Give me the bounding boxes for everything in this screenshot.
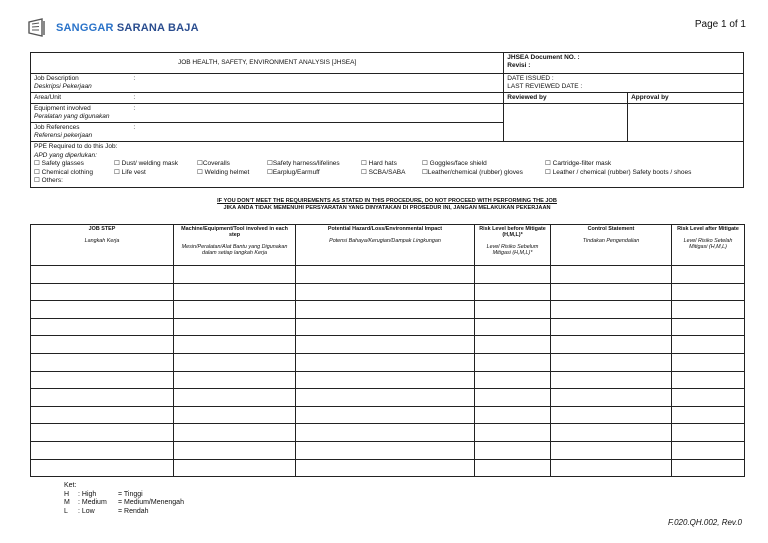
table-cell[interactable]	[296, 441, 475, 459]
table-row	[31, 353, 745, 371]
ppe-earplug-checkbox[interactable]: ☐Earplug/Earmuff	[267, 168, 320, 176]
ppe-coveralls-checkbox[interactable]: ☐Coveralls	[197, 160, 230, 167]
legend-row-low: L : Low = Rendah	[64, 507, 149, 515]
table-row	[31, 406, 745, 424]
table-cell[interactable]	[672, 318, 745, 336]
table-cell[interactable]	[174, 459, 296, 477]
col-hazard: Potential Hazard/Loss/Environmental Impact Potensi Bahaya/Kerugian/Dampak Lingkungan	[296, 225, 475, 266]
ppe-others-checkbox[interactable]: ☐ Others:	[34, 177, 63, 184]
reviewed-by-label: Reviewed by	[504, 93, 628, 104]
table-cell[interactable]	[551, 301, 672, 319]
table-cell[interactable]	[672, 371, 745, 389]
ppe-row-1	[34, 160, 740, 169]
table-cell[interactable]	[551, 318, 672, 336]
job-desc-label-cell	[31, 74, 131, 93]
table-cell[interactable]	[551, 353, 672, 371]
page-number: Page 1 of 1	[694, 19, 746, 30]
table-row	[31, 283, 745, 301]
table-row	[31, 424, 745, 442]
legend-title: Ket:	[64, 482, 77, 489]
table-cell[interactable]	[31, 389, 174, 407]
ppe-cell	[31, 142, 744, 188]
job-desc-value[interactable]: :	[130, 74, 503, 93]
table-row	[31, 301, 745, 319]
equipment-value[interactable]: :	[130, 104, 503, 123]
table-cell[interactable]	[174, 301, 296, 319]
table-cell[interactable]	[672, 406, 745, 424]
ppe-cartridge-mask-checkbox[interactable]: ☐ Cartridge-filter mask	[545, 160, 612, 167]
area-label: Area/Unit	[31, 93, 131, 104]
table-cell[interactable]	[551, 424, 672, 442]
table-cell[interactable]	[551, 406, 672, 424]
ppe-row-2	[34, 169, 740, 178]
legend-row-high: H : High = Tinggi	[64, 490, 143, 498]
equipment-label: Equipment involved	[34, 105, 91, 112]
table-cell[interactable]	[174, 318, 296, 336]
table-row	[31, 371, 745, 389]
table-cell[interactable]	[31, 283, 174, 301]
date-cell	[504, 74, 744, 93]
table-cell[interactable]	[31, 406, 174, 424]
col-job-step: JOB STEP Langkah Kerja	[31, 225, 174, 266]
table-cell[interactable]	[31, 353, 174, 371]
ppe-scba-checkbox[interactable]: ☐ SCBA/SABA	[361, 168, 406, 176]
table-cell[interactable]	[475, 353, 551, 371]
reviewed-by-signature[interactable]	[504, 104, 628, 142]
table-cell[interactable]	[296, 336, 475, 354]
table-cell[interactable]	[672, 424, 745, 442]
table-cell[interactable]	[31, 459, 174, 477]
ppe-goggles-checkbox[interactable]: ☐ Goggles/face shield	[422, 160, 487, 167]
table-cell[interactable]	[672, 389, 745, 407]
table-cell[interactable]	[551, 266, 672, 284]
table-cell[interactable]	[296, 353, 475, 371]
form-title: JOB HEALTH, SAFETY, ENVIRONMENT ANALYSIS [JHSEA]	[31, 53, 504, 74]
table-cell[interactable]	[551, 283, 672, 301]
warning-en: IF YOU DON'T MEET THE REQUIREMENTS AS STATED IN THIS PROCEDURE, DO NOT PROCEED WITH PERFORMING THE JOB	[217, 198, 557, 204]
table-cell[interactable]	[174, 353, 296, 371]
table-cell[interactable]	[551, 336, 672, 354]
table-cell[interactable]	[296, 424, 475, 442]
ppe-boots-checkbox[interactable]: ☐ Leather / chemical (rubber) Safety boots / shoes	[545, 168, 692, 176]
table-cell[interactable]	[174, 266, 296, 284]
table-cell[interactable]	[31, 424, 174, 442]
table-cell[interactable]	[296, 266, 475, 284]
table-cell[interactable]	[475, 406, 551, 424]
job-refs-value[interactable]: :	[130, 123, 503, 142]
job-refs-label: Job References	[34, 124, 80, 131]
header-table	[30, 52, 744, 188]
area-value[interactable]: :	[130, 93, 503, 104]
table-cell[interactable]	[174, 336, 296, 354]
equipment-label-id: Peralatan yang digunakan	[34, 113, 110, 120]
warning-notice	[30, 198, 744, 212]
table-cell[interactable]	[475, 318, 551, 336]
job-refs-label-cell	[31, 123, 131, 142]
ppe-title-id: APD yang diperlukan:	[34, 151, 97, 159]
ppe-dust-mask-checkbox[interactable]: ☐ Dust/ welding mask	[114, 160, 178, 167]
company-name-part2: SARANA BAJA	[116, 22, 199, 34]
table-cell[interactable]	[475, 283, 551, 301]
job-desc-label-id: Deskripsi Pekerjaan	[34, 83, 92, 90]
table-row	[31, 318, 745, 336]
table-cell[interactable]	[475, 371, 551, 389]
table-cell[interactable]	[672, 336, 745, 354]
table-cell[interactable]	[31, 301, 174, 319]
approval-by-label: Approval by	[628, 93, 744, 104]
table-cell[interactable]	[31, 336, 174, 354]
approval-by-signature[interactable]	[628, 104, 744, 142]
doc-no-cell	[504, 53, 744, 74]
table-cell[interactable]	[296, 283, 475, 301]
table-cell[interactable]	[174, 283, 296, 301]
legend	[64, 482, 184, 516]
table-cell[interactable]	[672, 441, 745, 459]
company-name	[56, 22, 199, 34]
job-desc-label: Job Description	[34, 75, 79, 82]
table-cell[interactable]	[475, 266, 551, 284]
table-cell[interactable]	[31, 266, 174, 284]
table-cell[interactable]	[174, 406, 296, 424]
table-cell[interactable]	[551, 459, 672, 477]
table-cell[interactable]	[174, 424, 296, 442]
company-logo	[28, 18, 199, 38]
revisi-label: Revisi :	[507, 62, 531, 69]
table-cell[interactable]	[296, 301, 475, 319]
ppe-harness-checkbox[interactable]: ☐Safety harness/lifelines	[267, 160, 340, 167]
table-cell[interactable]	[672, 459, 745, 477]
table-cell[interactable]	[31, 371, 174, 389]
table-cell[interactable]	[296, 406, 475, 424]
table-cell[interactable]	[296, 389, 475, 407]
table-row	[31, 441, 745, 459]
job-steps-table	[30, 224, 745, 477]
col-equipment: Machine/Equipment/Tool involved in each step Mesin/Peralatan/Alat Bantu yang Digunakan dalam setiap langkah Kerja	[174, 225, 296, 266]
ppe-chemical-clothing-checkbox[interactable]: ☐ Chemical clothing	[34, 168, 93, 176]
table-cell[interactable]	[475, 336, 551, 354]
ppe-title: PPE Required to do this Job:	[34, 143, 118, 150]
form-code: F.020.QH.002, Rev.0	[668, 518, 742, 527]
date-issued-label: DATE ISSUED :	[507, 75, 554, 82]
table-row	[31, 389, 745, 407]
table-cell[interactable]	[551, 389, 672, 407]
table-cell[interactable]	[296, 318, 475, 336]
table-cell[interactable]	[475, 459, 551, 477]
equipment-label-cell	[31, 104, 131, 123]
table-cell[interactable]	[672, 266, 745, 284]
company-logo-icon	[28, 18, 50, 38]
table-row	[31, 266, 745, 284]
company-name-part1: SANGGAR	[56, 22, 114, 34]
doc-no-label: JHSEA Document NO. :	[507, 54, 580, 61]
table-cell[interactable]	[672, 353, 745, 371]
table-cell[interactable]	[672, 283, 745, 301]
ppe-gloves-checkbox[interactable]: ☐Leather/chemical (rubber) gloves	[422, 168, 523, 176]
table-cell[interactable]	[296, 371, 475, 389]
table-row	[31, 459, 745, 477]
col-control: Control Statement Tindakan Pengendalian	[551, 225, 672, 266]
last-reviewed-label: LAST REVIEWED DATE :	[507, 83, 583, 90]
table-cell[interactable]	[31, 318, 174, 336]
table-cell[interactable]	[174, 441, 296, 459]
table-cell[interactable]	[296, 459, 475, 477]
warning-id: JIKA ANDA TIDAK MEMENUHI PERSYARATAN YANG DINYATAKAN DI PROSEDUR INI, JANGAN MELAKUKAN PEKERJAAN	[223, 205, 551, 211]
ppe-safety-glasses-checkbox[interactable]: ☐ Safety glasses	[34, 160, 84, 167]
table-cell[interactable]	[174, 371, 296, 389]
ppe-welding-helmet-checkbox[interactable]: ☐ Welding helmet	[197, 168, 250, 176]
col-risk-after: Risk Level after Mitigate Level Risiko Setelah Mitigasi (H,M,L)	[672, 225, 745, 266]
ppe-life-vest-checkbox[interactable]: ☐ Life vest	[114, 168, 146, 176]
col-risk-before: Risk Level before Mitigate (H,M,L)* Level Risiko Sebelum Mitigasi (H,M,L)*	[475, 225, 551, 266]
ppe-hard-hats-checkbox[interactable]: ☐ Hard hats	[361, 160, 397, 167]
table-row	[31, 336, 745, 354]
table-cell[interactable]	[672, 301, 745, 319]
legend-row-medium: M : Medium = Medium/Menengah	[64, 499, 184, 506]
table-cell[interactable]	[475, 389, 551, 407]
job-refs-label-id: Referensi pekerjaan	[34, 132, 93, 139]
table-cell[interactable]	[174, 389, 296, 407]
table-header-row	[31, 225, 745, 266]
table-cell[interactable]	[31, 441, 174, 459]
table-cell[interactable]	[475, 424, 551, 442]
table-cell[interactable]	[475, 301, 551, 319]
table-cell[interactable]	[551, 371, 672, 389]
table-cell[interactable]	[551, 441, 672, 459]
table-cell[interactable]	[475, 441, 551, 459]
